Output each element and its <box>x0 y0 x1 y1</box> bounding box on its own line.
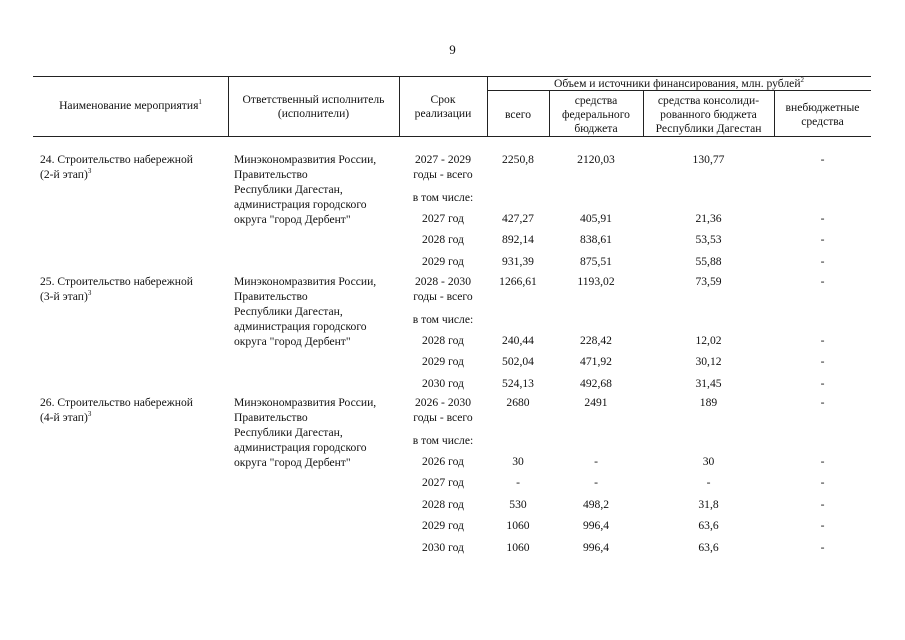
year-extrabudgetary: - <box>820 233 825 247</box>
year-federal: 228,42 <box>580 334 612 347</box>
including-label: в том числе: <box>412 191 474 204</box>
year-extrabudgetary: - <box>820 540 825 554</box>
year-label: 2028 год <box>422 233 464 247</box>
measure-stage <box>40 289 91 304</box>
year-federal: 492,68 <box>580 376 612 390</box>
year-all: 30 <box>512 455 524 468</box>
header-name: Наименование мероприятия$^1$ <box>59 98 202 112</box>
year-federal: - <box>594 476 598 490</box>
year-label: 2029 год <box>422 254 464 268</box>
measure-stage <box>40 410 91 425</box>
term-total-label: годы - всего <box>413 411 473 424</box>
executor-line: округа "город Дербент" <box>234 213 351 226</box>
measure-name: 24. Строительство набережной <box>40 153 193 166</box>
year-all: 1060 <box>506 540 530 554</box>
including-label: в том числе: <box>412 313 474 326</box>
header-consolidated: средства консолиди- рованного бюджета Республики Дагестан <box>655 94 762 135</box>
year-federal: 405,91 <box>580 212 612 225</box>
year-federal: 875,51 <box>580 254 612 268</box>
header-term: Срок реализации <box>414 93 472 120</box>
year-consolidated: 21,36 <box>695 212 722 225</box>
year-consolidated: 63,6 <box>698 519 719 533</box>
executor-line: Республики Дагестан, <box>234 305 343 318</box>
term-period: 2028 - 2030 <box>414 275 472 288</box>
total-consolidated: 130,77 <box>692 153 725 166</box>
term-period: 2026 - 2030 <box>414 396 472 409</box>
year-all: 931,39 <box>502 254 534 268</box>
executor-line: Республики Дагестан, <box>234 426 343 439</box>
year-extrabudgetary: - <box>820 497 825 511</box>
total-all: 2250,8 <box>502 153 534 166</box>
term-total-label: годы - всего <box>413 290 473 303</box>
year-all: 240,44 <box>502 334 534 347</box>
total-extrabudgetary: - <box>820 396 825 409</box>
year-all: 502,04 <box>502 355 534 369</box>
year-extrabudgetary: - <box>820 212 825 225</box>
year-label: 2027 год <box>422 212 464 225</box>
header-federal: средства федерального бюджета <box>562 94 630 135</box>
measure-stage-text: (2-й этап) <box>40 168 88 181</box>
year-extrabudgetary: - <box>820 376 825 390</box>
footnote-ref: 3 <box>87 167 92 176</box>
total-all: 2680 <box>506 396 530 409</box>
year-all: 530 <box>509 497 527 511</box>
year-consolidated: - <box>706 476 711 490</box>
year-consolidated: 53,53 <box>695 233 722 247</box>
year-extrabudgetary: - <box>820 355 825 369</box>
executor-line: Республики Дагестан, <box>234 183 343 196</box>
year-consolidated: 63,6 <box>698 540 719 554</box>
total-federal: 2120,03 <box>577 153 615 166</box>
year-label: 2029 год <box>422 355 464 369</box>
total-consolidated: 73,59 <box>695 275 722 288</box>
total-extrabudgetary: - <box>820 275 825 288</box>
executor-line: Правительство <box>234 411 308 424</box>
year-federal: 996,4 <box>582 540 610 554</box>
measure-name: 25. Строительство набережной <box>40 275 193 288</box>
year-label: 2030 год <box>422 540 464 554</box>
page-number: 9 <box>449 42 456 57</box>
year-consolidated: 31,45 <box>695 376 722 390</box>
year-all: 524,13 <box>502 376 534 390</box>
executor-line: округа "город Дербент" <box>234 335 351 348</box>
year-all: 427,27 <box>502 212 534 225</box>
measure-stage <box>40 167 91 182</box>
header-executor: Ответственный исполнитель (исполнители) <box>242 93 385 120</box>
executor-line: Минэкономразвития России, <box>234 275 377 288</box>
executor-line: администрация городского <box>234 441 367 454</box>
year-all: 892,14 <box>502 233 534 247</box>
total-federal: 2491 <box>584 396 608 409</box>
year-federal: 471,92 <box>580 355 612 369</box>
total-federal: 1193,02 <box>577 275 615 288</box>
measure-stage-text: (4-й этап) <box>40 411 88 424</box>
year-consolidated: 55,88 <box>695 254 722 268</box>
executor-line: администрация городского <box>234 320 367 333</box>
executor-line: Правительство <box>234 290 308 303</box>
executor-line: администрация городского <box>234 198 367 211</box>
year-extrabudgetary: - <box>820 476 825 490</box>
year-extrabudgetary: - <box>820 254 825 268</box>
measure-stage-text: (3-й этап) <box>40 290 88 303</box>
executor-line: округа "город Дербент" <box>234 456 351 469</box>
year-federal: 996,4 <box>582 519 610 533</box>
year-federal: - <box>594 455 598 468</box>
year-consolidated: 30,12 <box>695 355 722 369</box>
year-consolidated: 12,02 <box>695 334 722 347</box>
term-total-label: годы - всего <box>413 168 473 181</box>
footnote-ref: 3 <box>87 410 92 419</box>
year-federal: 498,2 <box>582 497 610 511</box>
measure-name: 26. Строительство набережной <box>40 396 193 409</box>
year-extrabudgetary: - <box>820 334 825 347</box>
year-federal: 838,61 <box>580 233 612 247</box>
executor-line: Правительство <box>234 168 308 181</box>
year-label: 2027 год <box>422 476 464 490</box>
total-consolidated: 189 <box>699 396 718 409</box>
year-label: 2028 год <box>422 334 464 347</box>
footnote-ref: 3 <box>87 289 92 298</box>
total-all: 1266,61 <box>499 275 537 288</box>
executor-line: Минэкономразвития России, <box>234 153 377 166</box>
header-total: всего <box>504 108 532 121</box>
year-consolidated: 30 <box>702 455 715 468</box>
year-extrabudgetary: - <box>820 455 825 468</box>
total-extrabudgetary: - <box>820 153 825 166</box>
executor-line: Минэкономразвития России, <box>234 396 377 409</box>
year-all: - <box>516 476 520 490</box>
header-funding: Объем и источники финансирования, млн. рублей$^2$ <box>553 76 805 90</box>
year-label: 2026 год <box>422 455 464 468</box>
header-extrabudgetary: внебюджетные средства <box>785 101 860 128</box>
year-consolidated: 31,8 <box>698 497 719 511</box>
year-label: 2028 год <box>422 497 464 511</box>
year-label: 2029 год <box>422 519 464 533</box>
year-label: 2030 год <box>422 376 464 390</box>
term-period: 2027 - 2029 <box>414 153 472 166</box>
header-bottom-rule <box>33 136 871 137</box>
including-label: в том числе: <box>412 434 474 447</box>
year-extrabudgetary: - <box>820 519 825 533</box>
year-all: 1060 <box>506 519 530 533</box>
